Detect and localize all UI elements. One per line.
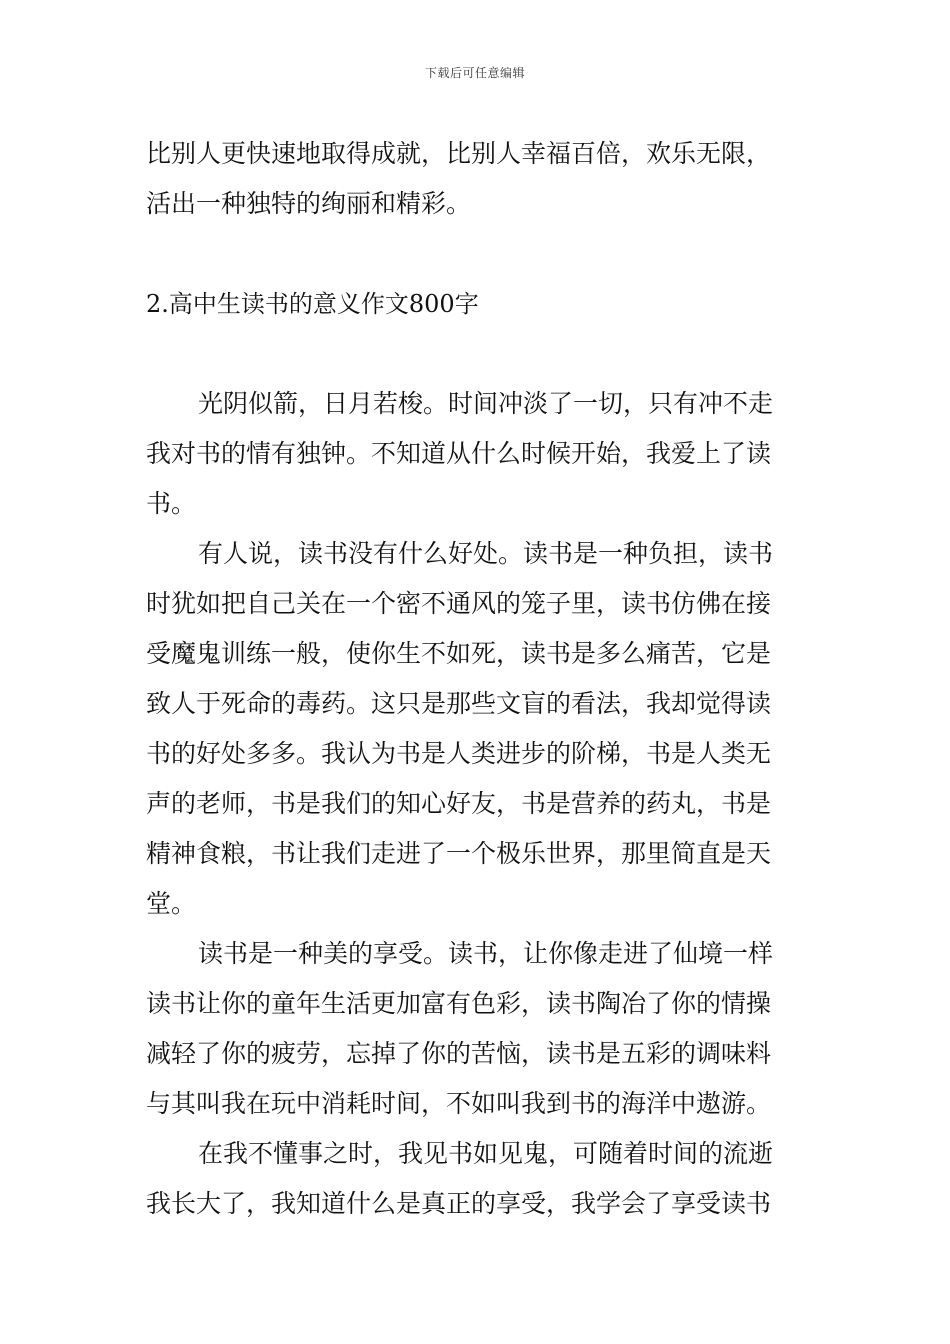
paragraph-line: 读书是一种美的享受。读书，让你像走进了仙境一样 [198, 939, 774, 968]
paragraph-line: 在我不懂事之时，我见书如见鬼，可随着时间的流逝 [198, 1139, 774, 1168]
paragraph-line: 与其叫我在玩中消耗时间，不如叫我到书的海洋中遨游。 [146, 1089, 772, 1118]
paragraph-line: 有人说，读书没有什么好处。读书是一种负担，读书 [198, 539, 774, 568]
intro-line: 比别人更快速地取得成就，比别人幸福百倍，欢乐无限， [146, 139, 772, 168]
spacer [146, 329, 816, 379]
intro-line: 活出一种独特的绚丽和精彩。 [146, 189, 472, 218]
paragraph-line: 我长大了，我知道什么是真正的享受，我学会了享受读书 [146, 1189, 772, 1218]
document-body [146, 129, 816, 1229]
paragraph-1 [146, 379, 816, 529]
paragraph-line: 我对书的情有独钟。不知道从什么时候开始，我爱上了读 [146, 439, 772, 468]
paragraph-2 [146, 529, 816, 929]
paragraph-3 [146, 929, 816, 1129]
paragraph-4 [146, 1129, 816, 1229]
paragraph-line: 时犹如把自己关在一个密不通风的笼子里，读书仿佛在接 [146, 589, 772, 618]
paragraph-line: 声的老师，书是我们的知心好友，书是营养的药丸，书是 [146, 789, 772, 818]
paragraph-line: 书。 [146, 489, 197, 518]
paragraph-line: 受魔鬼训练一般，使你生不如死，读书是多么痛苦，它是 [146, 639, 772, 668]
paragraph-line: 光阴似箭，日月若梭。时间冲淡了一切，只有冲不走 [198, 389, 774, 418]
paragraph-line: 堂。 [146, 889, 197, 918]
paragraph-line: 读书让你的童年生活更加富有色彩，读书陶冶了你的情操 [146, 989, 772, 1018]
paragraph-line: 减轻了你的疲劳，忘掉了你的苦恼，读书是五彩的调味料 [146, 1039, 772, 1068]
spacer [146, 229, 816, 279]
section-title: 2.高中生读书的意义作文800字 [146, 290, 479, 318]
page-header: 下载后可任意编辑 [424, 66, 525, 80]
paragraph-line: 书的好处多多。我认为书是人类进步的阶梯，书是人类无 [146, 739, 772, 768]
paragraph-line: 致人于死命的毒药。这只是那些文盲的看法，我却觉得读 [146, 689, 772, 718]
paragraph-line: 精神食粮，书让我们走进了一个极乐世界，那里简直是天 [146, 839, 772, 868]
